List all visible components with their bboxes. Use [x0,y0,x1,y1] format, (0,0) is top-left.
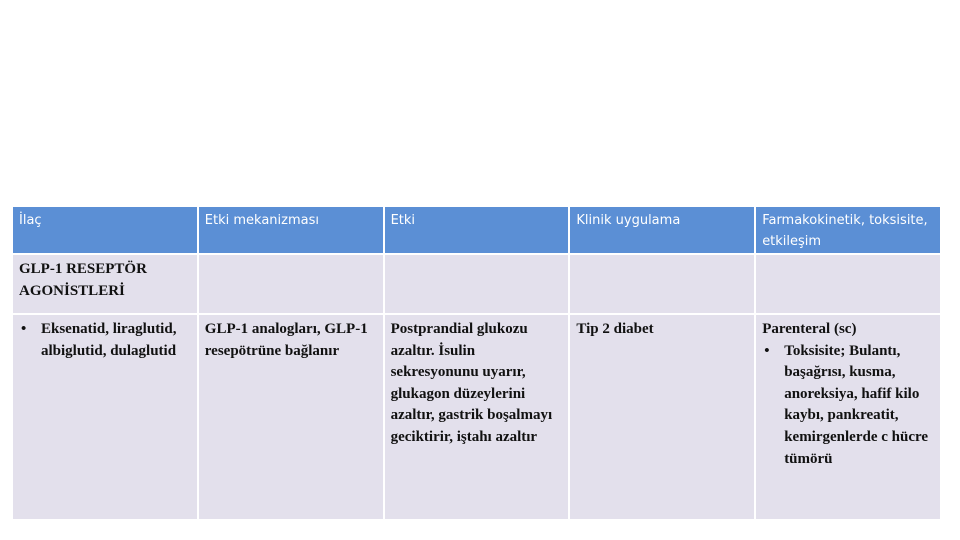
pharmaco-list [762,341,934,471]
empty-cell [570,255,754,313]
list-item: • Toksisite; Bulantı, başağrısı, kusma, anoreksiya, hafif kilo kaybı, pankreatit, kemirgenlerde c hücre tümörü [762,341,934,471]
empty-cell [385,255,569,313]
header-cell-clinical: Klinik uygulama [570,207,754,253]
pharmaco-intro: Parenteral (sc) [762,321,857,337]
mechanism-cell: GLP-1 analogları, GLP-1 resepötrüne bağlanır [199,315,383,519]
empty-cell [199,255,383,313]
effect-cell: Postprandial glukozu azaltır. İsulin sekresyonunu uyarır, glukagon düzeylerini azaltır, gastrik boşalmayı geciktirir, iştahı azaltır [385,315,569,519]
pharmacokinetics-cell [756,315,940,519]
clinical-cell: Tip 2 diabet [570,315,754,519]
group-label-cell: GLP-1 RESEPTÖR AGONİSTLERİ [13,255,197,313]
empty-cell [756,255,940,313]
table-row-group [13,255,940,313]
table-row [13,315,940,519]
table-header-row [13,207,940,253]
drug-table [11,205,942,521]
drug-cell [13,315,197,519]
header-cell-mechanism: Etki mekanizması [199,207,383,253]
header-cell-effect: Etki [385,207,569,253]
drug-list [19,319,191,362]
list-item: • Eksenatid, liraglutid, albiglutid, dulaglutid [19,319,191,362]
header-cell-ilac: İlaç [13,207,197,253]
header-cell-pharmacokinetics: Farmakokinetik, toksisite, etkileşim [756,207,940,253]
